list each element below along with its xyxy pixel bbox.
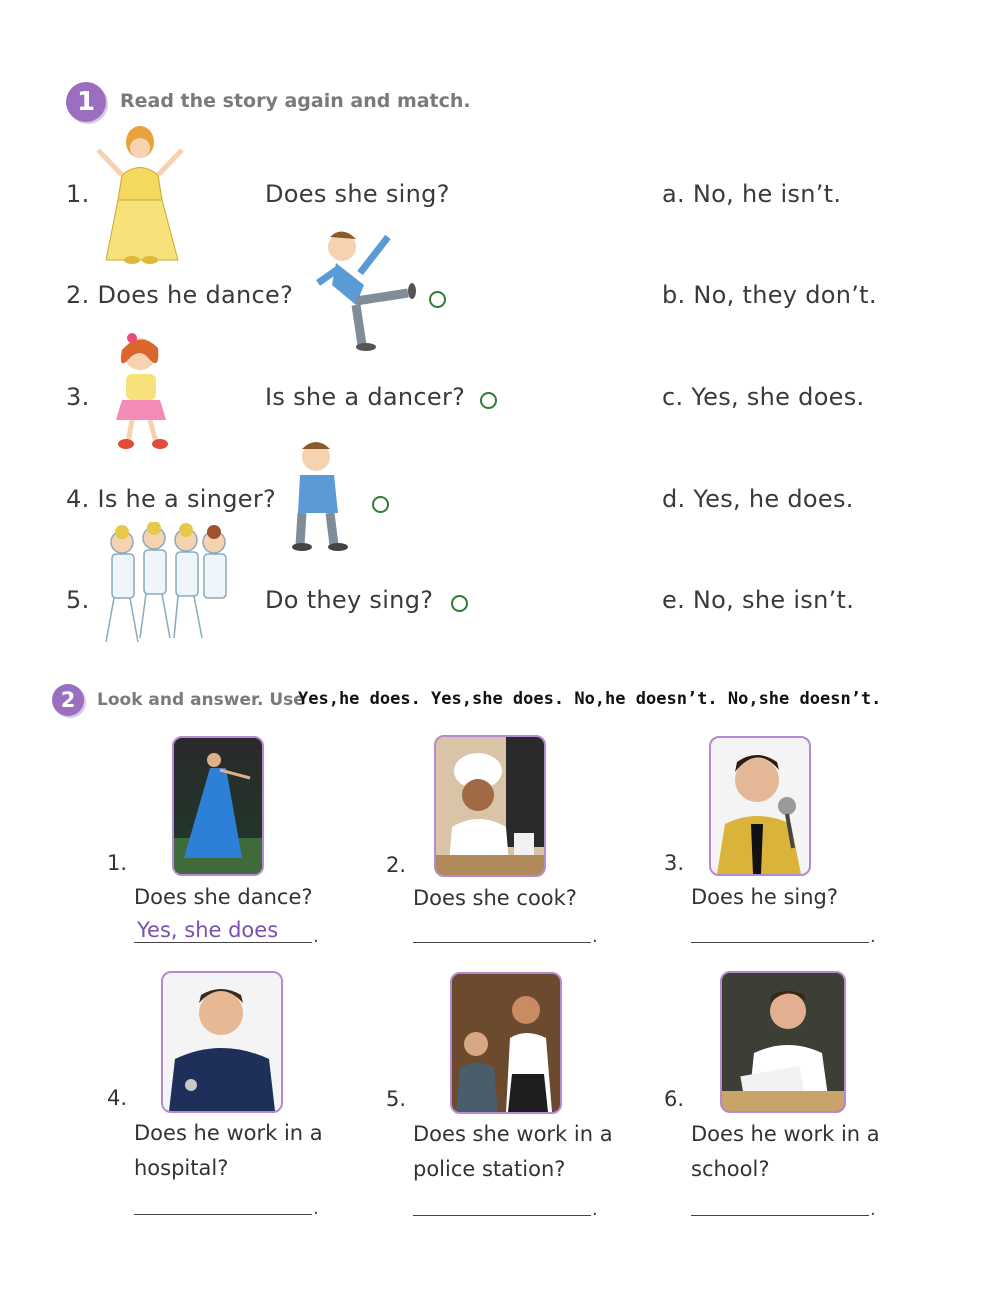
photo-teacher	[720, 971, 846, 1113]
waitress-icon	[452, 974, 560, 1112]
question-6-number: 6.	[664, 1087, 685, 1111]
dancer-icon	[174, 738, 262, 874]
match-circle-2[interactable]	[429, 291, 446, 308]
section1-heading: Read the story again and match.	[120, 90, 471, 112]
chef-icon	[436, 737, 544, 875]
answer-options: Yes,he does. Yes,she does. No,he doesn’t. No,she doesn’t.	[298, 689, 882, 709]
question-6-text: Does he work in a school?	[691, 1122, 880, 1181]
answer-4-line[interactable]	[134, 1213, 312, 1215]
answer-5-period: .	[592, 1199, 598, 1220]
question-1-text: Does she dance?	[134, 885, 313, 909]
match-answer-c: c. Yes, she does.	[662, 383, 865, 411]
question-3-text: Does he sing?	[691, 885, 839, 909]
match-answer-e: e. No, she isn’t.	[662, 586, 855, 614]
answer-5-line[interactable]	[413, 1214, 591, 1216]
photo-chef	[434, 735, 546, 877]
match-item-5-number: 5.	[66, 586, 90, 614]
question-5-number: 5.	[386, 1087, 407, 1111]
question-4-number: 4.	[107, 1086, 128, 1110]
boy-band-illustration	[92, 522, 242, 654]
singer-icon	[711, 738, 809, 874]
answer-3-line[interactable]	[691, 941, 869, 943]
photo-waitress	[450, 972, 562, 1114]
section2-badge: 2	[52, 684, 84, 716]
match-item-4-question: Is he a singer?	[97, 485, 277, 513]
match-item-1-question: Does she sing?	[265, 180, 450, 208]
question-4-text: Does he work in a hospital?	[134, 1121, 323, 1180]
match-circle-5[interactable]	[451, 595, 468, 612]
question-1-number: 1.	[107, 851, 128, 875]
match-item-4	[66, 485, 276, 513]
question-2-text: Does she cook?	[413, 886, 577, 910]
singer-man-illustration	[288, 435, 358, 555]
dancing-man-illustration	[312, 225, 422, 355]
answer-6-line[interactable]	[691, 1214, 869, 1216]
match-circle-3[interactable]	[480, 392, 497, 409]
answer-6-period: .	[870, 1199, 876, 1220]
match-item-2	[66, 281, 293, 309]
match-answer-d: d. Yes, he does.	[662, 485, 854, 513]
match-item-4-number: 4.	[66, 485, 90, 513]
match-item-3-number: 3.	[66, 383, 90, 411]
answer-1-line[interactable]	[134, 941, 312, 943]
answer-1-filled: Yes, she does	[137, 918, 279, 942]
answer-3-period: .	[870, 926, 876, 947]
match-item-5-question: Do they sing?	[265, 586, 434, 614]
teacher-icon	[722, 973, 844, 1111]
match-circle-4[interactable]	[372, 496, 389, 513]
girl-illustration	[104, 330, 184, 455]
answer-2-line[interactable]	[413, 941, 591, 943]
police-officer-icon	[163, 973, 281, 1111]
match-item-1-number: 1.	[66, 180, 90, 208]
photo-dancer	[172, 736, 264, 876]
singer-woman-illustration	[92, 120, 188, 266]
match-answer-a: a. No, he isn’t.	[662, 180, 842, 208]
section2-heading: Look and answer. Use	[97, 690, 305, 710]
answer-4-period: .	[313, 1198, 319, 1219]
photo-singer	[709, 736, 811, 876]
question-2-number: 2.	[386, 853, 407, 877]
match-item-2-question: Does he dance?	[97, 281, 294, 309]
question-3-number: 3.	[664, 851, 685, 875]
photo-police-officer	[161, 971, 283, 1113]
answer-2-period: .	[592, 926, 598, 947]
match-answer-b: b. No, they don’t.	[662, 281, 877, 309]
match-item-2-number: 2.	[66, 281, 90, 309]
section1-badge: 1	[66, 82, 106, 122]
match-item-3-question: Is she a dancer?	[265, 383, 466, 411]
answer-1-period: .	[313, 926, 319, 947]
question-5-text: Does she work in a police station?	[413, 1122, 613, 1181]
